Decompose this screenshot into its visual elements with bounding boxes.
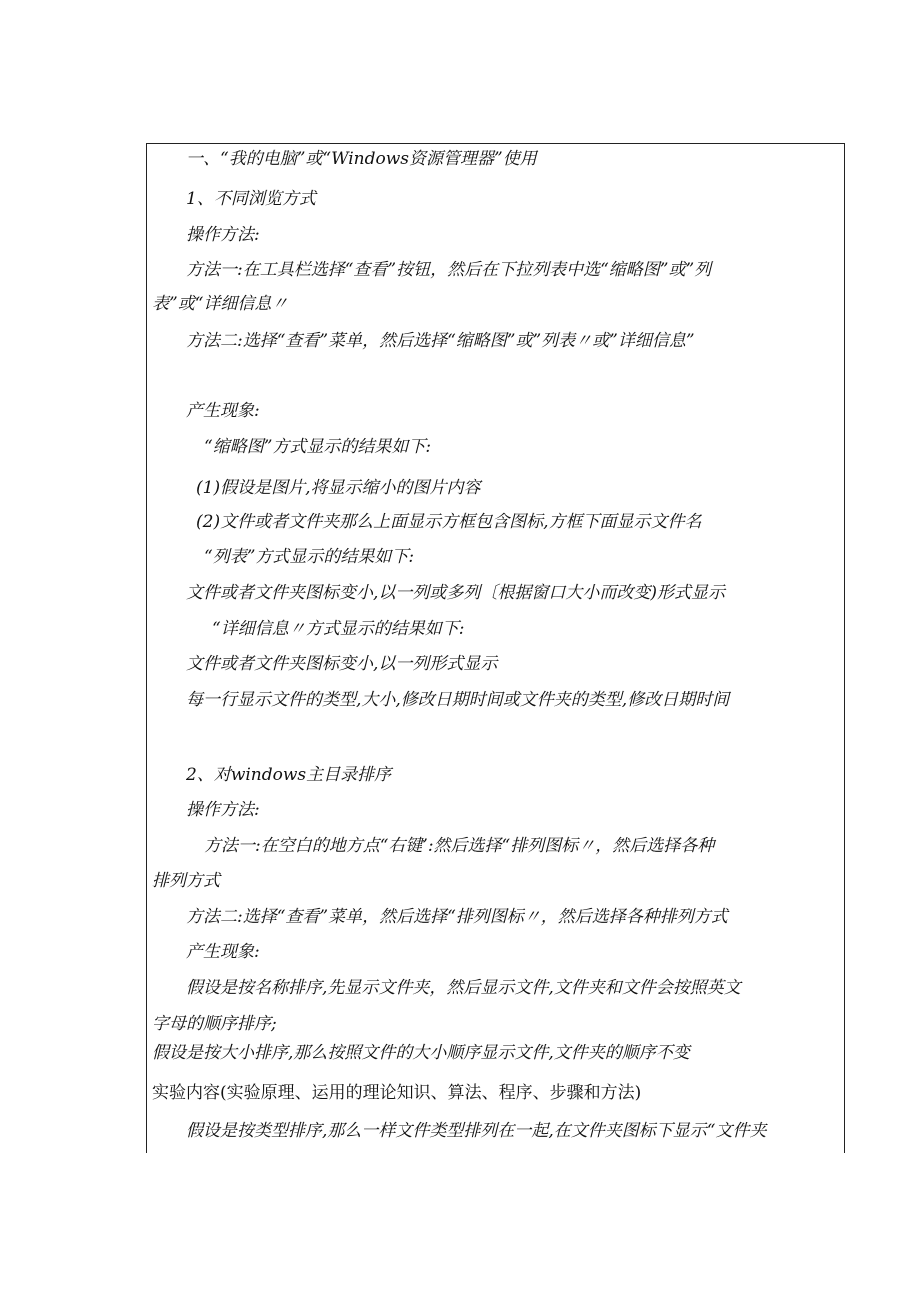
subheading-sort: 2、对windows主目录排序 <box>186 765 392 785</box>
paragraph-line: 方法二:选择“查看”菜单，然后选择“排列图标〃，然后选择各种排列方式 <box>186 907 728 927</box>
paragraph-line: 方法一:在工具栏选择“查看”按钮，然后在下拉列表中选“缩略图”或”列 <box>186 260 712 280</box>
paragraph-line: 假设是按名称排序,先显示文件夹，然后显示文件,文件夹和文件会按照英文 <box>186 978 741 998</box>
subheading-browse-modes: 1、不同浏览方式 <box>186 189 316 209</box>
paragraph-line: 排列方式 <box>152 871 220 891</box>
paragraph-line: (1)假设是图片,将显示缩小的图片内容 <box>196 478 481 498</box>
table-row-label: 实验内容(实验原理、运用的理论知识、算法、程序、步骤和方法) <box>152 1083 642 1103</box>
paragraph-line: 假设是按类型排序,那么一样文件类型排列在一起,在文件夹图标下显示“文件夹 <box>186 1121 767 1141</box>
label-result: 产生现象: <box>186 401 260 421</box>
paragraph-line: “详细信息〃方式显示的结果如下: <box>212 619 465 639</box>
label-operation-method: 操作方法: <box>186 225 260 245</box>
paragraph-line: 表”或“详细信息〃 <box>152 294 289 314</box>
paragraph-line: 方法二:选择“查看”菜单，然后选择“缩略图”或”列表〃或”详细信息” <box>186 331 695 351</box>
paragraph-line: 方法一:在空白的地方点“右键’:然后选择“排列图标〃，然后选择各种 <box>204 836 715 856</box>
paragraph-line: 文件或者文件夹图标变小,以一列形式显示 <box>186 654 498 674</box>
paragraph-line: 文件或者文件夹图标变小,以一列或多列〔根据窗口大小而改变)形式显示 <box>186 583 726 603</box>
label-operation-method: 操作方法: <box>186 800 260 820</box>
section-heading-1: 一、“我的电脑”或“Windows资源管理器”使用 <box>186 149 537 169</box>
paragraph-line: “列表”方式显示的结果如下: <box>204 547 415 567</box>
paragraph-line: 字母的顺序排序; <box>152 1014 277 1034</box>
paragraph-line: 假设是按大小排序,那么按照文件的大小顺序显示文件,文件夹的顺序不变 <box>152 1043 690 1063</box>
paragraph-line: 每一行显示文件的类型,大小,修改日期时间或文件夹的类型,修改日期时间 <box>186 690 730 710</box>
paragraph-line: (2)文件或者文件夹那么上面显示方框包含图标,方框下面显示文件名 <box>196 512 702 532</box>
label-result: 产生现象: <box>186 942 260 962</box>
paragraph-line: “缩略图”方式显示的结果如下: <box>204 437 432 457</box>
